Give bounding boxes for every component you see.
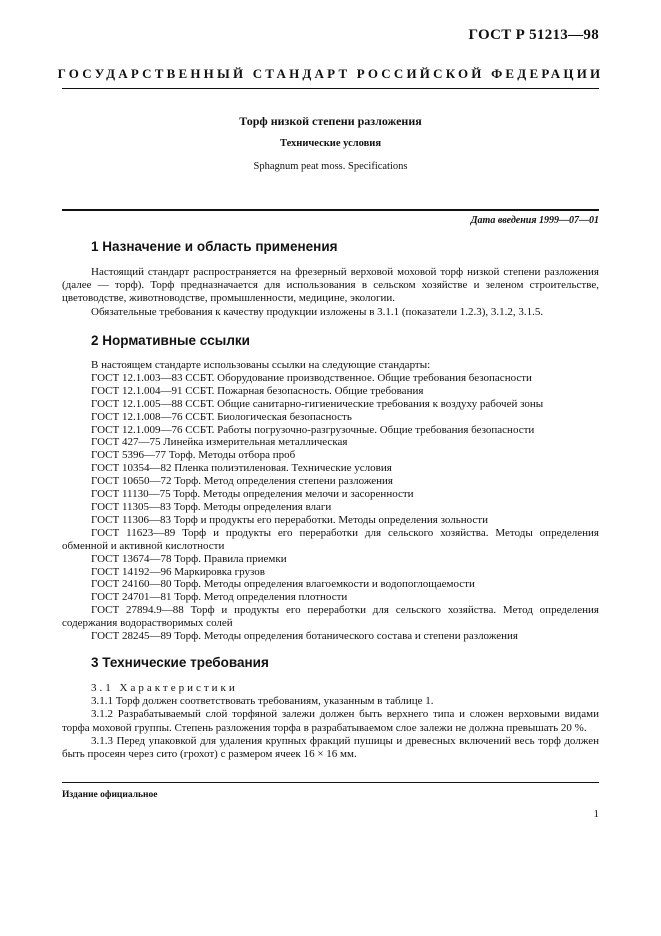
document-title: Торф низкой степени разложения	[239, 114, 422, 128]
english-title: Sphagnum peat moss. Specifications	[253, 161, 408, 172]
reference-item: ГОСТ 11306—83 Торф и продукты его переработки. Методы определения зольности	[91, 513, 488, 526]
reference-item: ГОСТ 10354—82 Пленка полиэтиленовая. Технические условия	[91, 462, 392, 475]
section-1-body	[62, 266, 599, 319]
section-3-paragraph: 3.1.1 Торф должен соответствовать требованиям, указанным в таблице 1.	[91, 695, 434, 708]
section-3-paragraph: 3.1.3 Перед упаковкой для удаления крупных фракций пушицы и древесных включений весь торф должен быть просеян через сито (грохот) с размером ячеек 16 × 16 мм.	[62, 734, 599, 761]
reference-item: ГОСТ 11130—75 Торф. Методы определения мелочи и засоренности	[91, 488, 414, 501]
reference-item: ГОСТ 13674—78 Торф. Правила приемки	[91, 552, 287, 565]
reference-item: ГОСТ 12.1.003—83 ССБТ. Оборудование производственное. Общие требования безопасности	[91, 371, 532, 384]
intro-date: Дата введения 1999—07—01	[470, 215, 599, 226]
reference-item: ГОСТ 14192—96 Маркировка грузов	[91, 565, 265, 578]
reference-item: ГОСТ 27894.9—88 Торф и продукты его переработки для сельского хозяйства. Метод определения содержания водорастворимых солей	[62, 604, 599, 630]
reference-item: ГОСТ 12.1.008—76 ССБТ. Биологическая безопасность	[91, 410, 352, 423]
reference-item: ГОСТ 11305—83 Торф. Методы определения влаги	[91, 500, 332, 513]
document-subtitle: Технические условия	[279, 138, 382, 149]
reference-item: ГОСТ 12.1.009—76 ССБТ. Работы погрузочно-разгрузочные. Общие требования безопасности	[91, 423, 535, 436]
subsection-heading: 3.1 Характеристики	[91, 682, 238, 694]
footer-divider	[62, 782, 599, 783]
edition-label: Издание официальное	[62, 790, 158, 800]
reference-item: ГОСТ 10650—72 Торф. Метод определения степени разложения	[91, 475, 393, 488]
section-3-paragraph: 3.1.2 Разрабатываемый слой торфяной залежи должен быть верхнего типа и сложен верховыми видами торфа моховой группы. Степень разложения торфа в разрабатываемом слое залежи не должна превышать 20 %.	[62, 708, 599, 734]
section-1-paragraph: Обязательные требования к качеству продукции изложены в 3.1.1 (показатели 1.2.3), 3.1.2, 3.1.5.	[91, 305, 544, 318]
reference-list	[62, 359, 599, 643]
reference-item: ГОСТ 5396—77 Торф. Методы отбора проб	[91, 449, 296, 462]
reference-item: ГОСТ 11623—89 Торф и продукты его переработки для сельского хозяйства. Методы определения обменной и активной кислотности	[62, 526, 599, 552]
section-1-heading: 1 Назначение и область применения	[91, 239, 338, 254]
section-3-body	[62, 682, 599, 761]
header-divider	[62, 88, 599, 89]
gost-number: ГОСТ Р 51213—98	[468, 27, 599, 43]
section-3-heading: 3 Технические требования	[91, 655, 269, 670]
reference-item: ГОСТ 427—75 Линейка измерительная металлическая	[91, 436, 348, 449]
reference-intro: В настоящем стандарте использованы ссылки на следующие стандарты:	[91, 359, 431, 371]
reference-item: ГОСТ 24701—81 Торф. Метод определения плотности	[91, 591, 348, 604]
title-divider	[62, 209, 599, 211]
state-standard-banner: ГОСУДАРСТВЕННЫЙ СТАНДАРТ РОССИЙСКОЙ ФЕДЕРАЦИИ	[57, 66, 604, 81]
reference-item: ГОСТ 28245—89 Торф. Методы определения ботанического состава и степени разложения	[91, 630, 518, 643]
reference-item: ГОСТ 24160—80 Торф. Методы определения влагоемкости и водопоглощаемости	[91, 578, 475, 591]
section-1-paragraph: Настоящий стандарт распространяется на фрезерный верховой моховой торф низкой степени разложения (далее — торф). Торф предназначается для использования в сельском хозяйстве и зеленом строительстве, цветоводстве, животноводстве, промышленности, медицине, экологии.	[62, 266, 599, 305]
page-number: 1	[593, 808, 599, 820]
section-2-heading: 2 Нормативные ссылки	[91, 333, 250, 348]
reference-item: ГОСТ 12.1.004—91 ССБТ. Пожарная безопасность. Общие требования	[91, 384, 424, 397]
reference-item: ГОСТ 12.1.005—88 ССБТ. Общие санитарно-гигиенические требования к воздуху рабочей зоны	[91, 397, 544, 410]
